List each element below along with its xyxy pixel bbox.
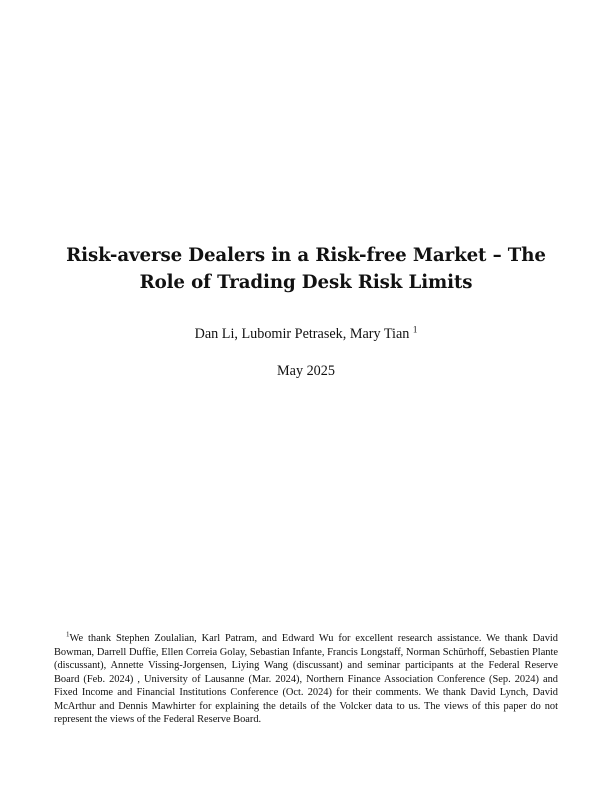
paper-title-line-1: Risk-averse Dealers in a Risk-free Market – The	[66, 245, 546, 266]
paper-date: May 2025	[277, 363, 335, 379]
author-names: Dan Li, Lubomir Petrasek, Mary Tian	[194, 326, 410, 342]
paper-title-line-2: Role of Trading Desk Risk Limits	[139, 272, 473, 293]
paper-title	[40, 242, 572, 296]
paper-authors	[40, 325, 572, 343]
acknowledgements-footnote	[54, 632, 558, 727]
author-footnote-mark: 1	[412, 324, 418, 335]
footnote-mark: 1	[66, 630, 70, 639]
footnote-text: We thank Stephen Zoulalian, Karl Patram, and Edward Wu for excellent research assistance. We thank David Bowman, Darrell Duffie, Ellen Correia Golay, Sebastian Infante, Francis Longstaff, Norman Schürhoff, Sebastien Plante (discussant), Annette Vissing-Jorgensen, Liying Wang (discussant) and seminar participants at the Federal Reserve Board (Feb. 2024) , University of Lausanne (Mar. 2024), Northern Finance Association Conference (Sep. 2024) and Fixed Income and Financial Institutions Conference (Oct. 2024) for their comments. We thank David Lynch, David McArthur and Dennis Mawhirter for explaining the details of the Volcker data to us. The views of this paper do not represent the views of the Federal Reserve Board.	[54, 633, 558, 725]
